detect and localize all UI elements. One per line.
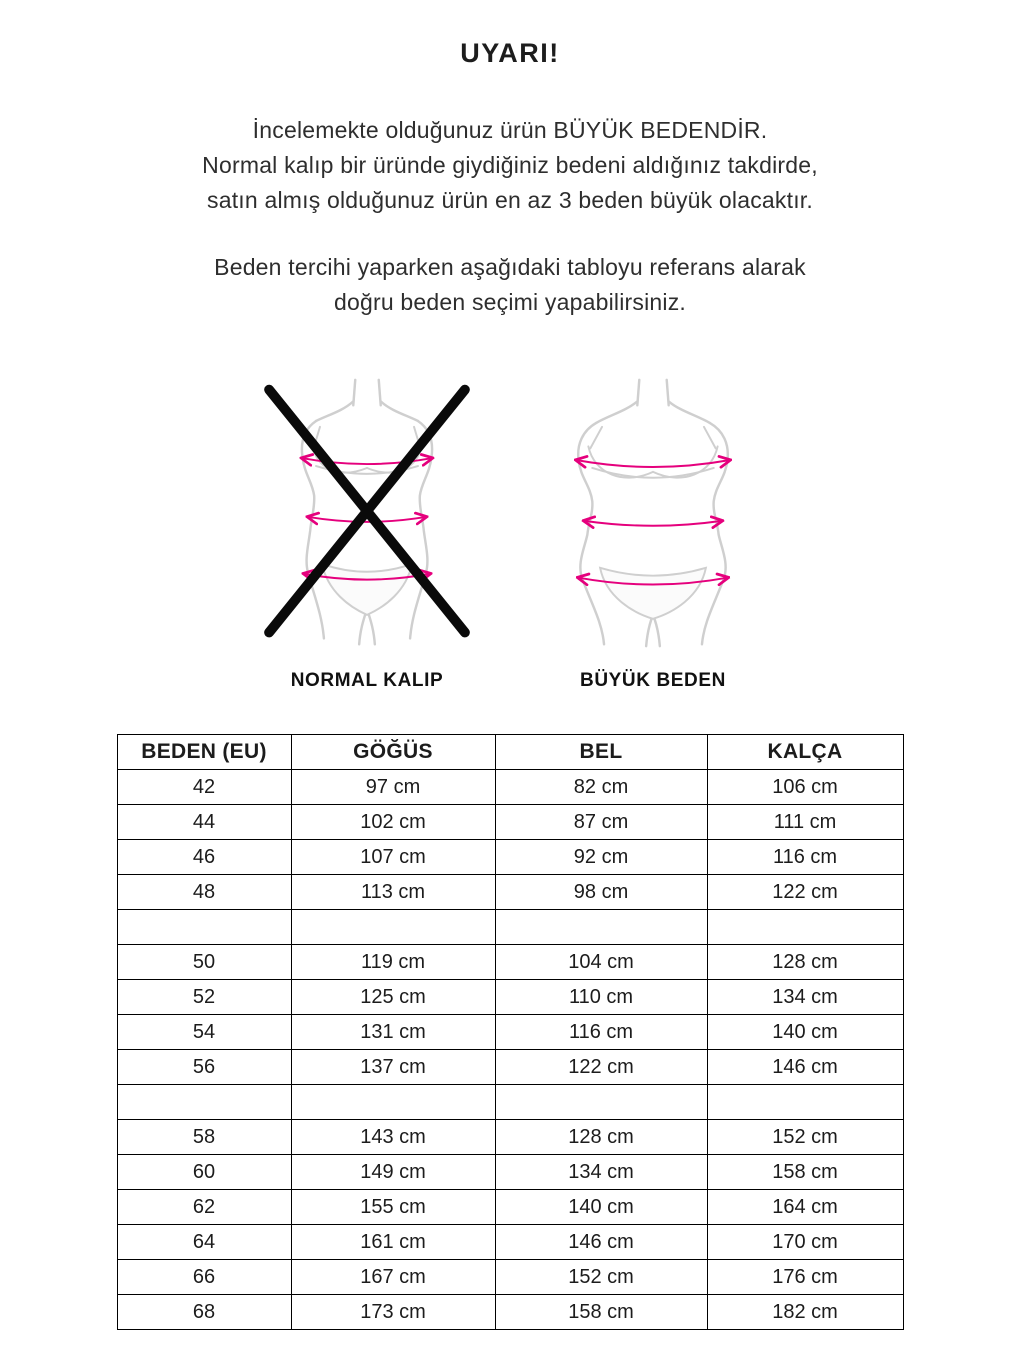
table-cell: 149 cm [291, 1155, 495, 1190]
table-cell: 87 cm [495, 805, 707, 840]
table-row [117, 1120, 903, 1155]
table-cell: 58 [117, 1120, 291, 1155]
table-header-row [117, 735, 903, 770]
table-cell: 158 cm [707, 1155, 903, 1190]
header-size: BEDEN (EU) [117, 735, 291, 770]
table-cell: 111 cm [707, 805, 903, 840]
table-row [117, 1015, 903, 1050]
table-cell: 152 cm [495, 1260, 707, 1295]
table-cell: 106 cm [707, 770, 903, 805]
table-cell: 64 [117, 1225, 291, 1260]
table-cell: 42 [117, 770, 291, 805]
table-row [117, 980, 903, 1015]
table-cell: 50 [117, 945, 291, 980]
table-cell: 173 cm [291, 1295, 495, 1330]
normal-fit-figure [253, 372, 481, 692]
table-cell: 54 [117, 1015, 291, 1050]
table-cell: 128 cm [707, 945, 903, 980]
table-cell: 122 cm [495, 1050, 707, 1085]
plus-size-figure [539, 372, 767, 692]
table-cell: 102 cm [291, 805, 495, 840]
table-spacer-row [117, 910, 903, 945]
panty [600, 568, 706, 619]
normal-fit-label: NORMAL KALIP [290, 670, 444, 691]
table-cell: 164 cm [707, 1190, 903, 1225]
table-cell: 52 [117, 980, 291, 1015]
table-cell [291, 1085, 495, 1120]
table-cell: 137 cm [291, 1050, 495, 1085]
table-cell: 158 cm [495, 1295, 707, 1330]
guide-line: Beden tercihi yaparken aşağıdaki tabloyu referans alarak [214, 254, 806, 280]
page-title: UYARI! [460, 38, 560, 68]
table-row [117, 840, 903, 875]
table-cell: 107 cm [291, 840, 495, 875]
table-cell: 60 [117, 1155, 291, 1190]
table-cell: 97 cm [291, 770, 495, 805]
table-cell [291, 910, 495, 945]
table-cell [117, 1085, 291, 1120]
table-cell: 128 cm [495, 1120, 707, 1155]
size-table-body [117, 770, 903, 1330]
table-cell: 143 cm [291, 1120, 495, 1155]
table-cell: 44 [117, 805, 291, 840]
waist-measure-arrow [584, 521, 721, 526]
table-cell: 176 cm [707, 1260, 903, 1295]
table-cell: 66 [117, 1260, 291, 1295]
table-cell: 119 cm [291, 945, 495, 980]
table-row [117, 770, 903, 805]
plus-size-label: BÜYÜK BEDEN [580, 670, 726, 691]
table-cell: 116 cm [495, 1015, 707, 1050]
table-cell [707, 910, 903, 945]
table-cell: 140 cm [707, 1015, 903, 1050]
table-cell [707, 1085, 903, 1120]
header-hip: KALÇA [707, 735, 903, 770]
normal-fit-illustration [254, 372, 480, 656]
size-table [117, 734, 904, 1330]
table-cell: 140 cm [495, 1190, 707, 1225]
table-cell: 146 cm [495, 1225, 707, 1260]
table-row [117, 1050, 903, 1085]
table-cell: 110 cm [495, 980, 707, 1015]
table-row [117, 1260, 903, 1295]
table-cell: 82 cm [495, 770, 707, 805]
header-waist: BEL [495, 735, 707, 770]
table-cell: 98 cm [495, 875, 707, 910]
warning-line: İncelemekte olduğunuz ürün BÜYÜK BEDENDİR. [252, 117, 768, 143]
table-cell: 134 cm [495, 1155, 707, 1190]
table-cell: 68 [117, 1295, 291, 1330]
table-spacer-row [117, 1085, 903, 1120]
plus-size-illustration [540, 372, 766, 656]
figure-comparison [0, 372, 1020, 692]
table-cell: 182 cm [707, 1295, 903, 1330]
table-cell: 122 cm [707, 875, 903, 910]
warning-line: Normal kalıp bir üründe giydiğiniz bedeni aldığınız takdirde, [202, 152, 818, 178]
table-row [117, 1155, 903, 1190]
table-cell: 125 cm [291, 980, 495, 1015]
table-cell: 56 [117, 1050, 291, 1085]
table-cell: 161 cm [291, 1225, 495, 1260]
warning-paragraph [0, 113, 1020, 218]
table-cell: 146 cm [707, 1050, 903, 1085]
panty [322, 564, 412, 615]
table-cell [117, 910, 291, 945]
table-cell: 92 cm [495, 840, 707, 875]
table-cell: 113 cm [291, 875, 495, 910]
table-cell: 152 cm [707, 1120, 903, 1155]
table-cell: 62 [117, 1190, 291, 1225]
table-cell: 48 [117, 875, 291, 910]
table-cell [495, 1085, 707, 1120]
table-row [117, 1295, 903, 1330]
warning-line: satın almış olduğunuz ürün en az 3 beden büyük olacaktır. [207, 187, 813, 213]
table-cell: 104 cm [495, 945, 707, 980]
table-row [117, 945, 903, 980]
header-chest: GÖĞÜS [291, 735, 495, 770]
table-cell: 155 cm [291, 1190, 495, 1225]
guide-line: doğru beden seçimi yapabilirsiniz. [334, 289, 686, 315]
table-cell [495, 910, 707, 945]
table-cell: 170 cm [707, 1225, 903, 1260]
table-row [117, 1190, 903, 1225]
table-cell: 134 cm [707, 980, 903, 1015]
table-cell: 167 cm [291, 1260, 495, 1295]
guide-paragraph [0, 250, 1020, 320]
table-cell: 46 [117, 840, 291, 875]
table-row [117, 1225, 903, 1260]
bra-cup-right [653, 446, 718, 477]
table-row [117, 875, 903, 910]
table-row [117, 805, 903, 840]
table-cell: 116 cm [707, 840, 903, 875]
size-table-section [0, 734, 1020, 1330]
bra-cup-left [588, 446, 653, 477]
table-cell: 131 cm [291, 1015, 495, 1050]
